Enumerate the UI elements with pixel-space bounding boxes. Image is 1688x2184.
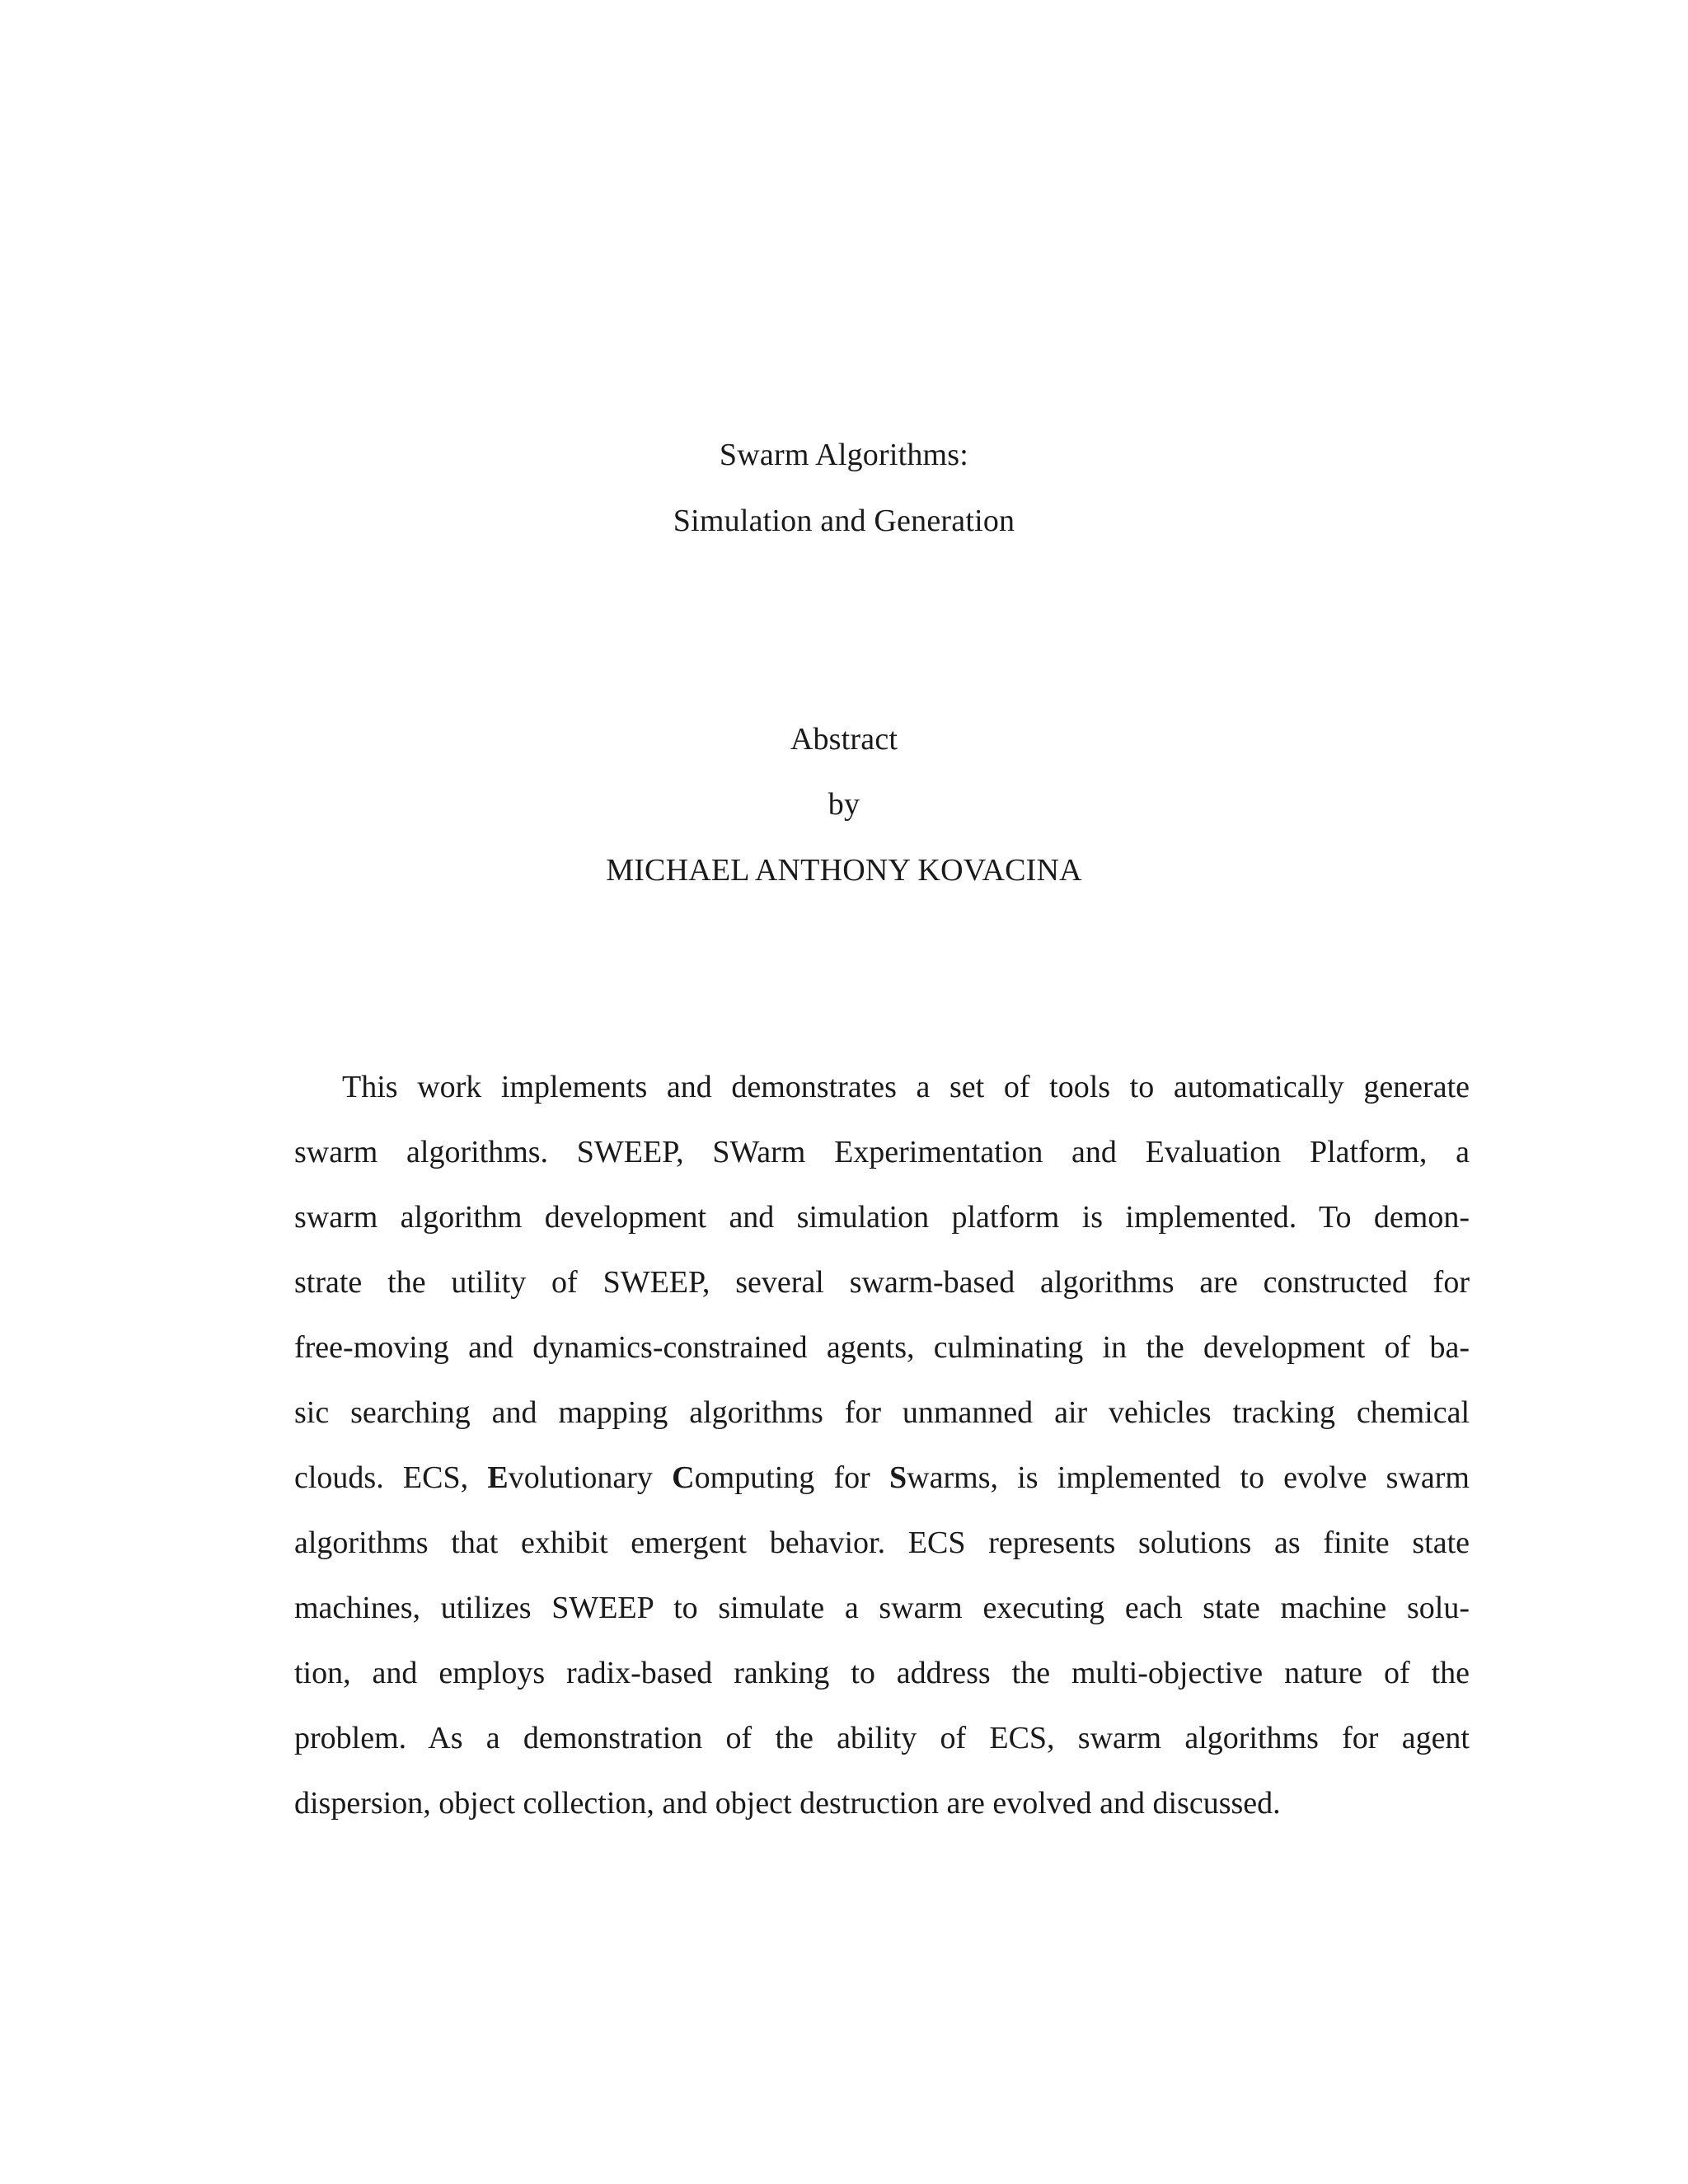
title-line-1: Swarm Algorithms: [719,438,969,472]
abstract-body [294,1067,1470,1849]
initial-s: S [889,1460,907,1495]
abstract-line-5: free-moving and dynamics-constrained agents, culminating in the development of ba- [294,1330,1470,1365]
abstract-line-1: This work implements and demonstrates a set of tools to automatically generate [342,1070,1470,1104]
abstract-line-12: dispersion, object collection, and object destruction are evolved and discussed. [294,1786,1281,1821]
abstract-line-9: machines, utilizes SWEEP to simulate a swarm executing each state machine solu- [294,1591,1470,1625]
initial-c: C [672,1460,695,1495]
abstract-heading: Abstract [790,722,898,757]
line-7-text-c: omputing for [694,1460,890,1495]
by-label: by [828,787,860,822]
line-7-text-a: clouds. ECS, [294,1460,488,1495]
abstract-line-10: tion, and employs radix-based ranking to address the multi-objective nature of the [294,1656,1470,1690]
abstract-line-2: swarm algorithms. SWEEP, SWarm Experimentation and Evaluation Platform, a [294,1135,1470,1169]
abstract-line-11: problem. As a demonstration of the ability of ECS, swarm algorithms for agent [294,1721,1470,1755]
abstract-line-6: sic searching and mapping algorithms for unmanned air vehicles tracking chemical [294,1395,1470,1430]
line-7-text-d: warms, is implemented to evolve swarm [907,1460,1470,1495]
abstract-line-3: swarm algorithm development and simulation platform is implemented. To demon- [294,1200,1470,1235]
author-name: MICHAEL ANTHONY KOVACINA [606,853,1082,888]
abstract-line-4: strate the utility of SWEEP, several swarm-based algorithms are constructed for [294,1265,1470,1300]
abstract-line-8: algorithms that exhibit emergent behavior. ECS represents solutions as finite state [294,1526,1470,1560]
initial-e: E [487,1460,509,1495]
line-7-text-b: volutionary [508,1460,673,1495]
title-line-2: Simulation and Generation [673,504,1015,538]
abstract-line-7 [294,1458,1470,1523]
